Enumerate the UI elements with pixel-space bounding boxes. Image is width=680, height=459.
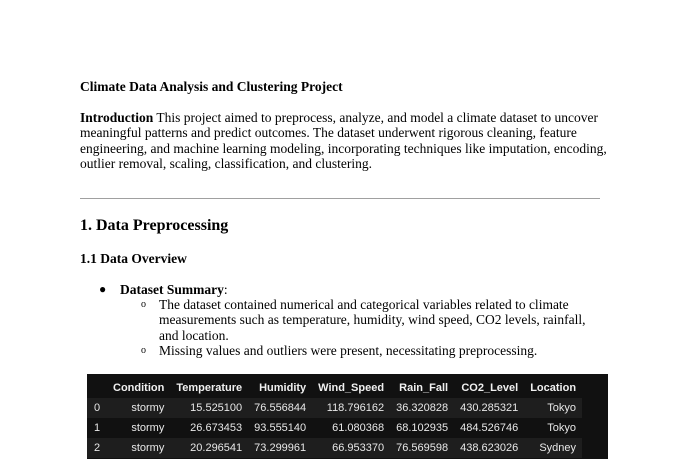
table-cell: stormy <box>131 422 165 434</box>
column-header: Humidity <box>259 381 307 394</box>
intro-lead: Introduction <box>80 110 154 125</box>
row-index: 1 <box>94 422 101 434</box>
table-row <box>87 418 582 438</box>
data-table <box>87 377 582 458</box>
bullet-icon: ● <box>99 282 107 296</box>
table-cell: Tokyo <box>547 422 577 434</box>
table-cell: 118.796162 <box>326 402 385 414</box>
table-cell: 20.296541 <box>190 442 243 454</box>
table-cell: 15.525100 <box>190 402 243 414</box>
table-cell: stormy <box>131 402 165 414</box>
column-header: Temperature <box>176 381 243 394</box>
table-header-row <box>87 377 582 398</box>
table-cell: Tokyo <box>547 402 577 414</box>
intro-paragraph <box>80 110 610 172</box>
dataframe-output <box>87 374 608 459</box>
table-row <box>87 398 582 418</box>
intro-text: This project aimed to preprocess, analyze, and model a climate dataset to uncover meaningful patterns and predict outcomes. The dataset underwent rigorous cleaning, feature engineering, and machine learning modeling, incorporating techniques like imputation, encoding, outlier removal, scaling, classification, and clustering. <box>80 110 607 172</box>
circle-bullet-icon: o <box>141 345 146 357</box>
column-header: Condition <box>113 381 165 394</box>
bullet-suffix: : <box>223 282 228 297</box>
table-cell: 66.953370 <box>332 442 385 454</box>
column-header: CO2_Level <box>461 381 519 394</box>
table-cell: Sydney <box>539 442 577 454</box>
table-cell: 68.102935 <box>396 422 449 434</box>
bullet-label: Dataset Summary <box>120 282 224 297</box>
row-index: 0 <box>94 402 101 414</box>
table-cell: 76.556844 <box>254 402 307 414</box>
table-row <box>87 438 582 458</box>
row-index: 2 <box>94 442 101 454</box>
table-cell: 36.320828 <box>396 402 449 414</box>
table-cell: stormy <box>131 442 165 454</box>
sub-list <box>141 297 601 359</box>
circle-bullet-icon: o <box>141 299 146 310</box>
column-header: Rain_Fall <box>399 381 449 394</box>
column-header: Location <box>530 381 577 394</box>
table-cell: 73.299961 <box>254 442 307 454</box>
document-title: Climate Data Analysis and Clustering Project <box>80 79 343 94</box>
table-cell: 61.080368 <box>332 422 385 434</box>
table-cell: 430.285321 <box>460 402 519 414</box>
subsection-heading: 1.1 Data Overview <box>80 251 187 266</box>
table-cell: 438.623026 <box>460 442 519 454</box>
table-cell: 93.555140 <box>254 422 307 434</box>
column-header-index <box>87 377 107 398</box>
table-cell: 26.673453 <box>190 422 243 434</box>
column-header: Wind_Speed <box>318 381 385 394</box>
table-cell: 76.569598 <box>396 442 449 454</box>
sub-list-item: o Missing values and outliers were present, necessitating preprocessing. <box>141 343 538 359</box>
sub-list-item: o The dataset contained numerical and categorical variables related to climate measurements such as temperature, humidity, wind speed, CO2 levels, rainfall, and location. <box>141 297 586 343</box>
horizontal-rule <box>80 198 600 199</box>
table-cell: 484.526746 <box>460 422 519 434</box>
section-heading: 1. Data Preprocessing <box>80 217 229 234</box>
